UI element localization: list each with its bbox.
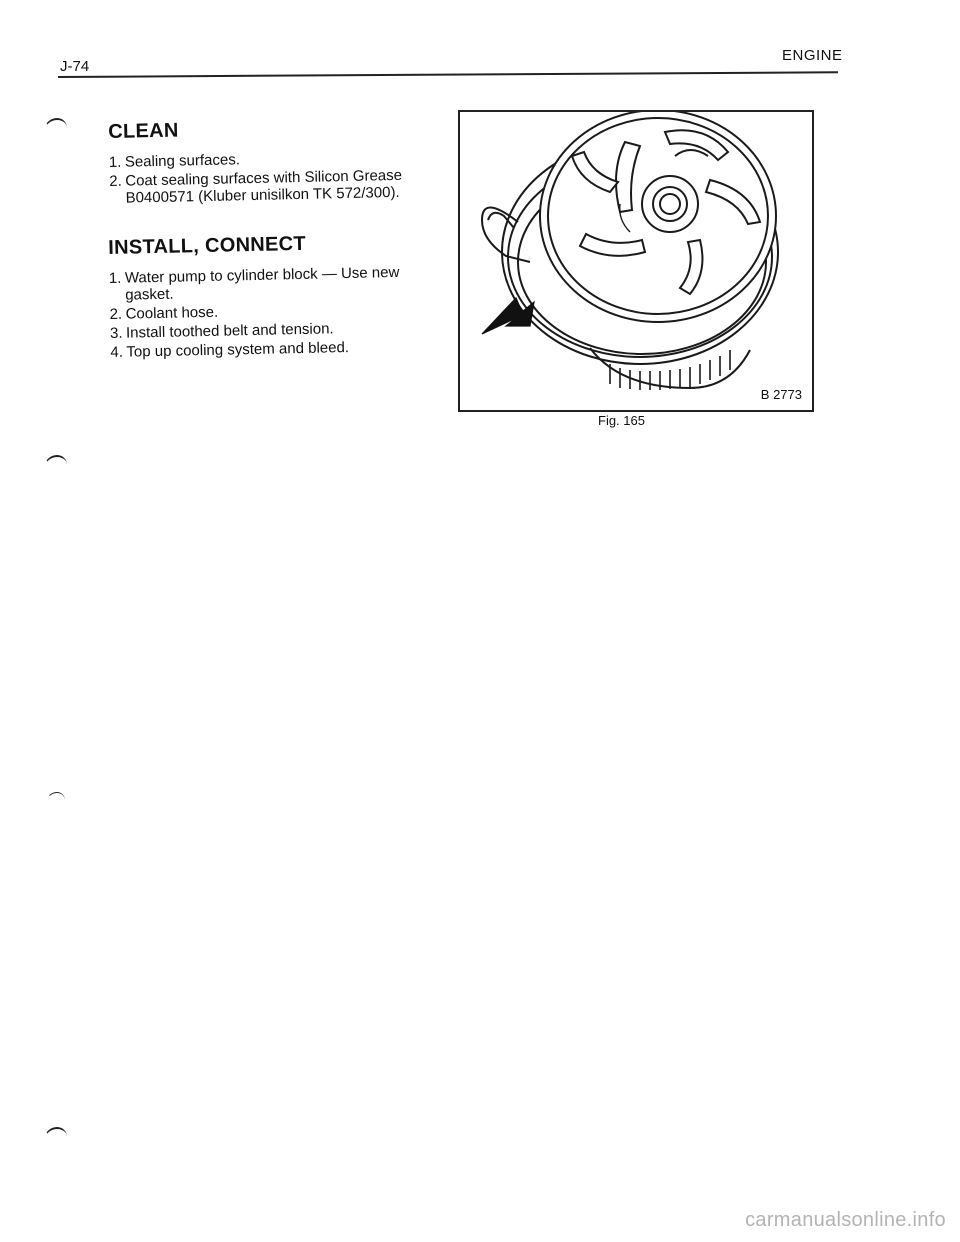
step-text: Coolant hose. [125, 303, 219, 323]
step-text: Coat sealing surfaces with Silicon Grease B0400571 (Kluber unisilkon TK 572/300). [125, 166, 403, 207]
step-number: 2. [109, 305, 123, 323]
clean-heading: CLEAN [108, 119, 179, 143]
margin-mark [44, 1127, 67, 1143]
watermark: carmanualsonline.info [745, 1209, 946, 1231]
clean-section [108, 114, 440, 207]
figure-frame [458, 110, 814, 412]
margin-mark [44, 118, 67, 134]
section-title: ENGINE [782, 47, 843, 64]
step-text: Sealing surfaces. [124, 151, 241, 171]
figure-caption: Fig. 165 [598, 413, 645, 428]
step-number: 3. [109, 324, 123, 342]
step-number: 1. [108, 269, 122, 287]
install-heading: INSTALL, CONNECT [108, 232, 307, 259]
clean-steps [109, 147, 440, 207]
figure-code: B 2773 [760, 387, 802, 402]
step-text: Water pump to cylinder block — Use new gasket. [124, 263, 400, 304]
step-text: Top up cooling system and bleed. [126, 338, 350, 361]
list-item [109, 166, 440, 207]
step-text: Install toothed belt and tension. [125, 320, 334, 342]
install-section [108, 230, 441, 361]
header-rule [58, 71, 838, 78]
margin-mark [46, 792, 65, 807]
step-number: 1. [108, 153, 122, 171]
margin-mark [44, 455, 67, 471]
list-item [109, 263, 440, 304]
step-number: 4. [110, 343, 124, 361]
install-steps [109, 263, 441, 361]
step-number: 2. [109, 172, 122, 190]
page-number: J-74 [60, 58, 90, 75]
water-pump-illustration [460, 112, 812, 410]
